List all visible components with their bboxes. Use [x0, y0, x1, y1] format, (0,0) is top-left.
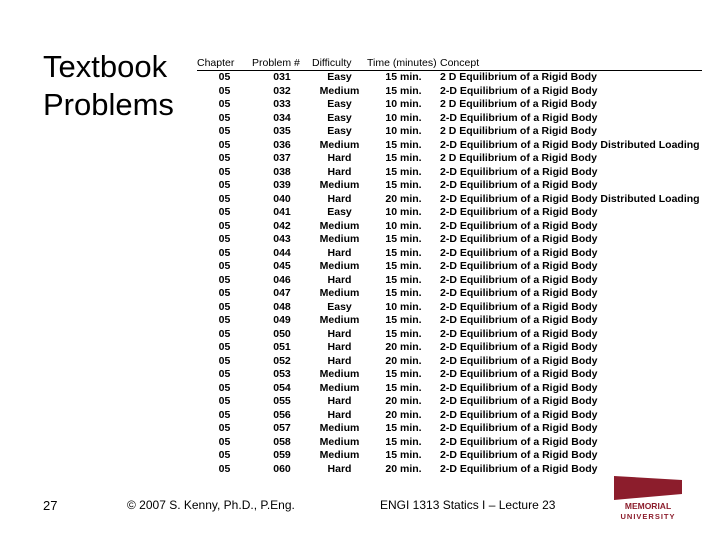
cell-time: 10 min. — [385, 111, 422, 124]
cell-difficulty: Hard — [327, 246, 352, 259]
cell-difficulty: Medium — [319, 233, 360, 245]
cell-difficulty: Hard — [327, 327, 352, 340]
cell-difficulty: Hard — [327, 395, 352, 407]
cell-concept: 2-D Equilibrium of a Rigid Body — [440, 206, 598, 218]
cell-difficulty: Medium — [319, 138, 360, 151]
table-row — [197, 301, 702, 315]
table-row — [197, 328, 702, 342]
cell-time: 15 min. — [385, 152, 422, 164]
cell-chapter: 05 — [218, 71, 231, 83]
cell-problem: 046 — [273, 273, 291, 286]
table-row — [197, 395, 702, 409]
cell-chapter: 05 — [218, 327, 231, 340]
cell-chapter: 05 — [218, 219, 231, 232]
table-row — [197, 125, 702, 139]
course-label: ENGI 1313 Statics I – Lecture 23 — [380, 498, 556, 512]
cell-difficulty: Medium — [319, 179, 360, 191]
cell-concept: 2-D Equilibrium of a Rigid Body — [440, 422, 598, 434]
cell-difficulty: Medium — [319, 84, 360, 97]
cell-problem: 048 — [273, 300, 291, 313]
cell-concept: 2-D Equilibrium of a Rigid Body — [440, 368, 598, 380]
cell-concept: 2 D Equilibrium of a Rigid Body — [440, 152, 597, 164]
cell-difficulty: Medium — [319, 219, 360, 232]
table-row — [197, 368, 702, 382]
cell-difficulty: Hard — [327, 273, 352, 286]
cell-concept: 2 D Equilibrium of a Rigid Body — [440, 125, 597, 137]
cell-concept: 2-D Equilibrium of a Rigid Body — [440, 273, 598, 286]
cell-difficulty: Hard — [327, 152, 352, 164]
cell-chapter: 05 — [218, 111, 231, 124]
cell-problem: 057 — [273, 422, 291, 434]
header-concept: Concept — [440, 56, 702, 71]
cell-problem: 051 — [273, 341, 291, 353]
cell-chapter: 05 — [218, 125, 231, 137]
cell-difficulty: Easy — [327, 71, 352, 83]
logo-banner-shape — [614, 476, 682, 500]
problems-table — [197, 56, 702, 476]
cell-chapter: 05 — [218, 273, 231, 286]
page-number: 27 — [43, 498, 58, 513]
cell-concept: 2-D Equilibrium of a Rigid Body — [440, 381, 598, 394]
cell-time: 15 min. — [385, 84, 422, 97]
cell-time: 10 min. — [385, 125, 422, 137]
cell-problem: 055 — [273, 395, 291, 407]
cell-problem: 043 — [273, 233, 291, 245]
cell-chapter: 05 — [218, 395, 231, 407]
cell-concept: 2-D Equilibrium of a Rigid Body — [440, 233, 598, 245]
cell-chapter: 05 — [218, 138, 231, 151]
cell-difficulty: Medium — [319, 287, 360, 299]
header-problem: Problem # — [252, 56, 312, 71]
cell-concept: 2-D Equilibrium of a Rigid Body — [440, 84, 598, 97]
cell-chapter: 05 — [218, 152, 231, 164]
cell-problem: 038 — [273, 165, 291, 178]
cell-problem: 044 — [273, 246, 291, 259]
cell-time: 10 min. — [385, 206, 422, 218]
cell-time: 15 min. — [385, 381, 422, 394]
cell-chapter: 05 — [218, 260, 231, 272]
cell-chapter: 05 — [218, 354, 231, 367]
cell-chapter: 05 — [218, 300, 231, 313]
cell-concept: 2 D Equilibrium of a Rigid Body — [440, 71, 597, 83]
cell-difficulty: Easy — [327, 98, 352, 110]
table-row — [197, 274, 702, 288]
table-row — [197, 139, 702, 153]
cell-concept: 2-D Equilibrium of a Rigid Body — [440, 408, 598, 421]
cell-concept: 2-D Equilibrium of a Rigid Body — [440, 165, 598, 178]
cell-chapter: 05 — [218, 368, 231, 380]
cell-time: 20 min. — [385, 462, 422, 475]
table-body — [197, 71, 702, 477]
cell-time: 15 min. — [385, 435, 422, 448]
cell-difficulty: Hard — [327, 462, 352, 475]
table-row — [197, 341, 702, 355]
cell-difficulty: Easy — [327, 111, 352, 124]
cell-time: 15 min. — [385, 273, 422, 286]
logo-text-line1: MEMORIAL — [624, 501, 672, 511]
cell-difficulty: Hard — [327, 165, 352, 178]
cell-chapter: 05 — [218, 98, 231, 110]
cell-problem: 060 — [273, 462, 291, 475]
cell-chapter: 05 — [218, 192, 231, 205]
logo-text-line2: UNIVERSITY — [620, 512, 676, 521]
cell-chapter: 05 — [218, 287, 231, 299]
cell-concept: 2-D Equilibrium of a Rigid Body — [440, 260, 598, 272]
cell-problem: 056 — [273, 408, 291, 421]
cell-problem: 050 — [273, 327, 291, 340]
table-row — [197, 152, 702, 166]
cell-chapter: 05 — [218, 449, 231, 461]
table-row — [197, 436, 702, 450]
cell-difficulty: Medium — [319, 435, 360, 448]
cell-difficulty: Medium — [319, 368, 360, 380]
cell-chapter: 05 — [218, 341, 231, 353]
university-logo — [612, 474, 684, 522]
header-time: Time (minutes) — [367, 56, 440, 71]
cell-concept: 2-D Equilibrium of a Rigid Body — [440, 449, 598, 461]
cell-difficulty: Hard — [327, 341, 352, 353]
cell-concept: 2 D Equilibrium of a Rigid Body — [440, 98, 597, 110]
cell-time: 15 min. — [385, 71, 422, 83]
cell-difficulty: Medium — [319, 381, 360, 394]
cell-concept: 2-D Equilibrium of a Rigid Body — [440, 111, 598, 124]
cell-concept: 2-D Equilibrium of a Rigid Body — [440, 314, 598, 326]
cell-time: 15 min. — [385, 368, 422, 380]
table-row — [197, 449, 702, 463]
cell-problem: 054 — [273, 381, 291, 394]
cell-problem: 059 — [273, 449, 291, 461]
table-row — [197, 193, 702, 207]
cell-time: 20 min. — [385, 341, 422, 353]
cell-chapter: 05 — [218, 246, 231, 259]
cell-difficulty: Easy — [327, 300, 352, 313]
cell-concept: 2-D Equilibrium of a Rigid Body — [440, 435, 598, 448]
cell-problem: 035 — [273, 125, 291, 137]
table-row — [197, 166, 702, 180]
cell-difficulty: Medium — [319, 449, 360, 461]
cell-chapter: 05 — [218, 314, 231, 326]
table-row — [197, 85, 702, 99]
cell-concept: 2-D Equilibrium of a Rigid Body — [440, 354, 598, 367]
cell-chapter: 05 — [218, 165, 231, 178]
cell-time: 15 min. — [385, 138, 422, 151]
cell-problem: 037 — [273, 152, 291, 164]
cell-difficulty: Easy — [327, 125, 352, 137]
cell-time: 15 min. — [385, 246, 422, 259]
cell-difficulty: Medium — [319, 314, 360, 326]
cell-time: 20 min. — [385, 395, 422, 407]
cell-concept: 2-D Equilibrium of a Rigid Body Distributed Loading — [440, 192, 700, 205]
cell-difficulty: Hard — [327, 192, 352, 205]
cell-concept: 2-D Equilibrium of a Rigid Body — [440, 327, 598, 340]
cell-problem: 052 — [273, 354, 291, 367]
table-row — [197, 98, 702, 112]
table-row — [197, 206, 702, 220]
table-row — [197, 287, 702, 301]
table-row — [197, 220, 702, 234]
cell-time: 15 min. — [385, 287, 422, 299]
cell-concept: 2-D Equilibrium of a Rigid Body — [440, 246, 598, 259]
cell-time: 15 min. — [385, 422, 422, 434]
table-row — [197, 260, 702, 274]
cell-problem: 039 — [273, 179, 291, 191]
cell-chapter: 05 — [218, 233, 231, 245]
cell-difficulty: Hard — [327, 408, 352, 421]
cell-chapter: 05 — [218, 206, 231, 218]
table-row — [197, 233, 702, 247]
cell-time: 10 min. — [385, 219, 422, 232]
cell-time: 15 min. — [385, 233, 422, 245]
cell-problem: 032 — [273, 84, 291, 97]
cell-difficulty: Medium — [319, 422, 360, 434]
cell-concept: 2-D Equilibrium of a Rigid Body — [440, 341, 598, 353]
cell-time: 10 min. — [385, 300, 422, 313]
cell-problem: 042 — [273, 219, 291, 232]
cell-concept: 2-D Equilibrium of a Rigid Body — [440, 462, 598, 475]
cell-time: 10 min. — [385, 98, 422, 110]
header-chapter: Chapter — [197, 56, 252, 71]
cell-problem: 040 — [273, 192, 291, 205]
cell-concept: 2-D Equilibrium of a Rigid Body — [440, 179, 598, 191]
cell-time: 20 min. — [385, 354, 422, 367]
cell-concept: 2-D Equilibrium of a Rigid Body — [440, 287, 598, 299]
cell-concept: 2-D Equilibrium of a Rigid Body — [440, 300, 598, 313]
copyright-text: © 2007 S. Kenny, Ph.D., P.Eng. — [127, 498, 295, 512]
table-row — [197, 179, 702, 193]
cell-chapter: 05 — [218, 462, 231, 475]
cell-time: 20 min. — [385, 192, 422, 205]
table-row — [197, 355, 702, 369]
table-row — [197, 247, 702, 261]
cell-difficulty: Hard — [327, 354, 352, 367]
cell-concept: 2-D Equilibrium of a Rigid Body Distributed Loading — [440, 138, 700, 151]
cell-time: 15 min. — [385, 260, 422, 272]
table-row — [197, 71, 702, 85]
cell-problem: 036 — [273, 138, 291, 151]
table-row — [197, 409, 702, 423]
cell-problem: 033 — [273, 98, 291, 110]
cell-problem: 041 — [273, 206, 291, 218]
table-row — [197, 112, 702, 126]
table-row — [197, 314, 702, 328]
cell-chapter: 05 — [218, 84, 231, 97]
cell-chapter: 05 — [218, 435, 231, 448]
cell-problem: 031 — [273, 71, 291, 83]
cell-chapter: 05 — [218, 381, 231, 394]
cell-time: 15 min. — [385, 327, 422, 340]
cell-problem: 058 — [273, 435, 291, 448]
slide-title-line1: Textbook — [43, 49, 168, 84]
cell-difficulty: Easy — [327, 206, 352, 218]
cell-chapter: 05 — [218, 408, 231, 421]
cell-concept: 2-D Equilibrium of a Rigid Body — [440, 395, 598, 407]
cell-concept: 2-D Equilibrium of a Rigid Body — [440, 219, 598, 232]
cell-chapter: 05 — [218, 179, 231, 191]
cell-chapter: 05 — [218, 422, 231, 434]
cell-problem: 034 — [273, 111, 291, 124]
cell-time: 20 min. — [385, 408, 422, 421]
cell-time: 15 min. — [385, 165, 422, 178]
cell-problem: 047 — [273, 287, 291, 299]
cell-time: 15 min. — [385, 179, 422, 191]
table-row — [197, 382, 702, 396]
cell-problem: 049 — [273, 314, 291, 326]
table-header-row — [197, 56, 702, 71]
cell-time: 15 min. — [385, 314, 422, 326]
cell-difficulty: Medium — [319, 260, 360, 272]
cell-time: 15 min. — [385, 449, 422, 461]
cell-problem: 045 — [273, 260, 291, 272]
cell-problem: 053 — [273, 368, 291, 380]
header-difficulty: Difficulty — [312, 56, 367, 71]
slide-title-line2: Problems — [43, 87, 174, 122]
table-row — [197, 422, 702, 436]
slide-title — [43, 48, 174, 124]
